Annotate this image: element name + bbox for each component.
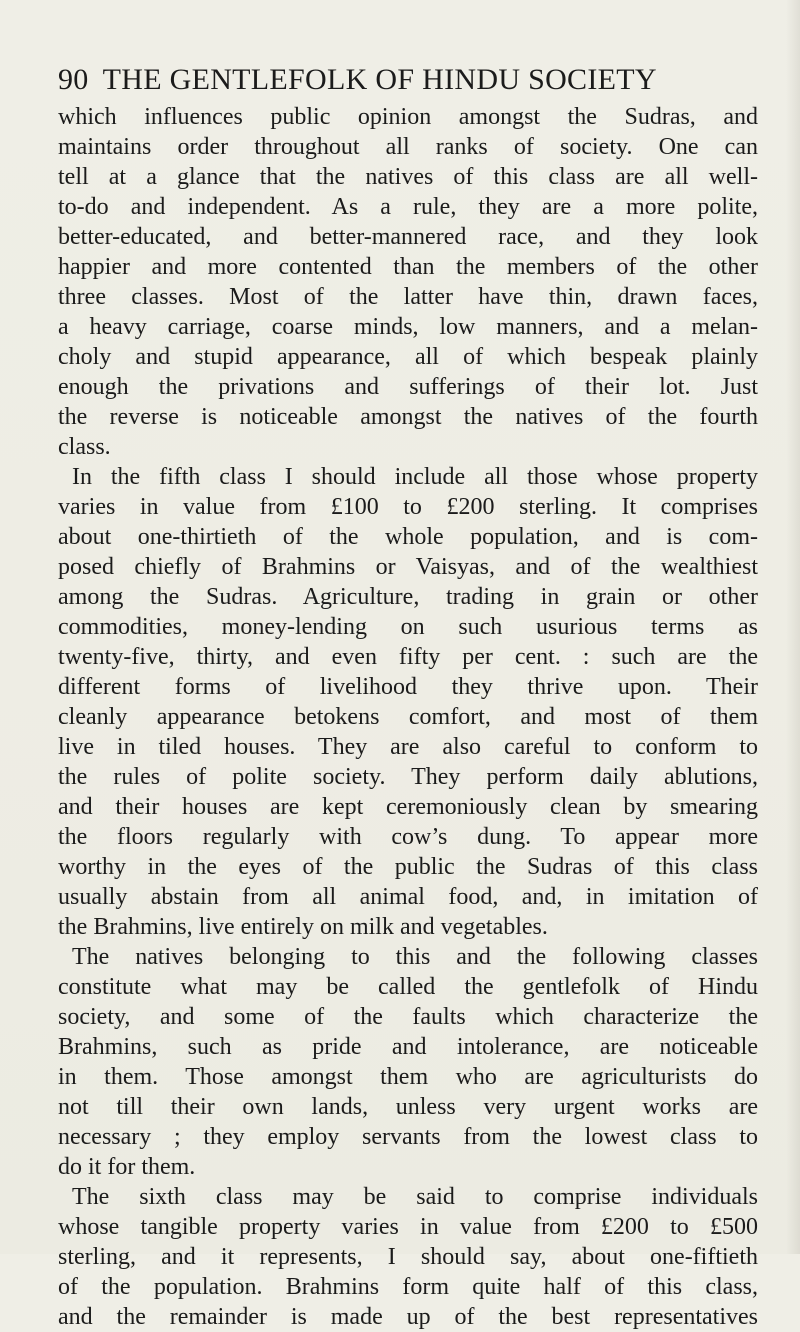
text-line: usually abstain from all animal food, and, in imitation of [58, 884, 758, 910]
text-line: cleanly appearance betokens comfort, and most of them [58, 704, 758, 730]
text-line: live in tiled houses. They are also careful to conform to [58, 734, 758, 760]
text-line: which influences public opinion amongst the Sudras, and [58, 104, 758, 130]
text-line: the floors regularly with cow’s dung. To appear more [58, 824, 758, 850]
paragraph-start-line: In the fifth class I should include all those whose property [72, 464, 758, 490]
page-number: 90 [58, 63, 89, 96]
running-title: THE GENTLEFOLK OF HINDU SOCIETY [102, 63, 657, 96]
text-line: different forms of livelihood they thrive upon. Their [58, 674, 758, 700]
text-line: posed chiefly of Brahmins or Vaisyas, and of the wealthiest [58, 554, 758, 580]
text-line: whose tangible property varies in value from £200 to £500 [58, 1214, 758, 1240]
text-line: and their houses are kept ceremoniously clean by smearing [58, 794, 758, 820]
text-line: not till their own lands, unless very urgent works are [58, 1094, 758, 1120]
paragraph-start-line: The natives belonging to this and the following classes [72, 944, 758, 970]
text-line: and the remainder is made up of the best representatives [58, 1304, 758, 1330]
text-line: maintains order throughout all ranks of society. One can [58, 134, 758, 160]
text-line: the rules of polite society. They perform daily ablutions, [58, 764, 758, 790]
text-line: the reverse is noticeable amongst the natives of the fourth [58, 404, 758, 430]
text-line: commodities, money-lending on such usurious terms as [58, 614, 758, 640]
text-line: sterling, and it represents, I should say, about one-fiftieth [58, 1244, 758, 1270]
text-line: happier and more contented than the members of the other [58, 254, 758, 280]
text-line: do it for them. [58, 1154, 196, 1180]
text-line: constitute what may be called the gentlefolk of Hindu [58, 974, 758, 1000]
running-header [58, 60, 758, 100]
text-line: a heavy carriage, coarse minds, low manners, and a melan- [58, 314, 758, 340]
text-line: necessary ; they employ servants from the lowest class to [58, 1124, 758, 1150]
text-line: better-educated, and better-mannered race, and they look [58, 224, 758, 250]
paragraph-start-line: The sixth class may be said to comprise individuals [72, 1184, 758, 1210]
text-line: tell at a glance that the natives of this class are all well- [58, 164, 758, 190]
text-line: the Brahmins, live entirely on milk and vegetables. [58, 914, 548, 940]
text-line: about one-thirtieth of the whole population, and is com- [58, 524, 758, 550]
text-line: enough the privations and sufferings of their lot. Just [58, 374, 758, 400]
text-line: twenty-five, thirty, and even fifty per cent. : such are the [58, 644, 758, 670]
text-line: Brahmins, such as pride and intolerance, are noticeable [58, 1034, 758, 1060]
text-line: in them. Those amongst them who are agriculturists do [58, 1064, 758, 1090]
text-line: varies in value from £100 to £200 sterling. It comprises [58, 494, 758, 520]
body-text [58, 102, 758, 1332]
page-edge-shadow [786, 0, 800, 1254]
text-line: three classes. Most of the latter have thin, drawn faces, [58, 284, 758, 310]
text-line: among the Sudras. Agriculture, trading in grain or other [58, 584, 758, 610]
text-line: class. [58, 434, 111, 460]
text-line: worthy in the eyes of the public the Sudras of this class [58, 854, 758, 880]
text-line: choly and stupid appearance, all of which bespeak plainly [58, 344, 758, 370]
text-line: society, and some of the faults which characterize the [58, 1004, 758, 1030]
text-line: of the population. Brahmins form quite half of this class, [58, 1274, 758, 1300]
text-line: to-do and independent. As a rule, they are a more polite, [58, 194, 758, 220]
